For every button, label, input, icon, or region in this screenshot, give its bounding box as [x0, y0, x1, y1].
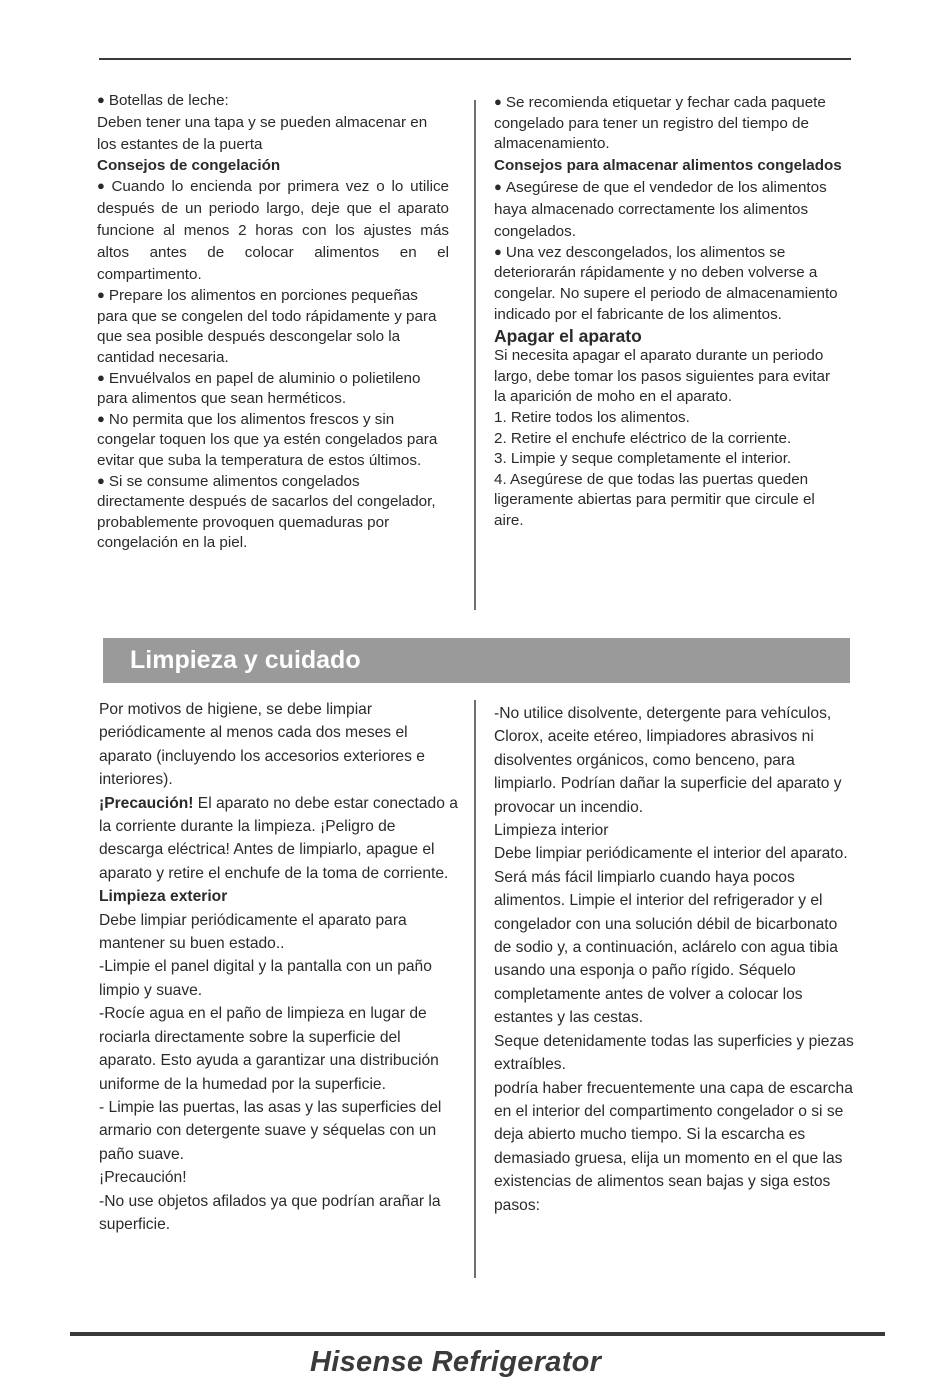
interior-text: Debe limpiar periódicamente el interior del aparato. Será más fácil limpiarlo cuando haya pocos alimentos. Limpie el interior del refrigerador y el congelador con una solución débil de bicarbonato de sodio y, a continuación, aclárelo con agua tibia usando una esponja o paño rígido. Séquelo completamente antes de volver a colocar los estantes y las cestas. — [494, 845, 848, 1027]
switch-off-intro: Si necesita apagar el aparato durante un periodo largo, debe tomar los pasos siguientes para evitar la aparición de moho en el aparato. — [494, 347, 831, 406]
freeze-tip-5: ● Si se consume alimentos congelados directamente después de sacarlos del congelador, probablemente provoquen quemaduras por congelación en la piel. — [97, 472, 449, 554]
freeze-tip-2: ● Prepare los alimentos en porciones pequeñas para que se congelen del todo rápidamente y para que sea posible después descongelar solo la cantidad necesaria. — [97, 286, 449, 368]
freeze-tip-1: ● Cuando lo encienda por primera vez o lo utilice después de un periodo largo, deje que el aparato funcione al menos 2 horas con los ajustes más altos antes de colocar alimentos en el compartimento. — [97, 176, 449, 286]
switch-off-step-3: 3. Limpie y seque completamente el interior. — [494, 450, 792, 468]
exterior-item-1: -Limpie el panel digital y la pantalla con un paño limpio y suave. — [99, 958, 432, 999]
milk-text: Deben tener una tapa y se pueden almacenar en los estantes de la puerta — [97, 113, 428, 153]
section-title: Limpieza y cuidado — [130, 646, 361, 674]
bottom-column-divider — [474, 700, 476, 1278]
brand-footer: Hisense Refrigerator — [310, 1346, 602, 1378]
exterior-intro: Debe limpiar periódicamente el aparato para mantener su buen estado.. — [99, 911, 407, 953]
top-divider — [99, 58, 851, 60]
caution-text: El aparato no debe estar conectado a la corriente durante la limpieza. ¡Peligro de descarga eléctrica! Antes de limpiarlo, apague el aparato y retire el enchufe de la toma de corriente. — [99, 794, 458, 882]
cleaning-exterior-column — [99, 698, 459, 1236]
cleaning-interior-column — [494, 702, 854, 1217]
freeze-tip-3: ● Envuélvalos en papel de aluminio o polietileno para alimentos que sean herméticos. — [97, 369, 449, 410]
caution-paragraph — [99, 792, 459, 886]
switch-off-heading: Apagar el aparato — [494, 326, 642, 347]
caution-label: ¡Precaución! — [99, 794, 194, 812]
exterior-item-4: ¡Precaución! — [99, 1169, 187, 1187]
milk-bullet: ● Botellas de leche: — [97, 91, 449, 112]
storage-tip-1: ● Asegúrese de que el vendedor de los alimentos haya almacenado correctamente los alimentos congelados. — [494, 177, 846, 243]
section-banner — [103, 638, 850, 683]
switch-off-step-2: 2. Retire el enchufe eléctrico de la corriente. — [494, 429, 792, 447]
storage-heading: Consejos para almacenar alimentos congelados — [494, 156, 842, 174]
switch-off-step-4: 4. Asegúrese de que todas las puertas queden ligeramente abiertas para permitir que circule el aire. — [494, 470, 815, 529]
no-solvents-text: -No utilice disolvente, detergente para vehículos, Clorox, aceite etéreo, limpiadores abrasivos ni disolventes orgánicos, como benceno, para limpiarlo. Podrían dañar la superficie del aparato y provocar un incendio. — [494, 705, 842, 816]
exterior-item-2: -Rocíe agua en el paño de limpieza en lugar de rociarla directamente sobre la superficie del aparato. Esto ayuda a garantizar una distribución uniforme de la humedad por la superficie. — [99, 1005, 439, 1093]
freeze-tips-heading: Consejos de congelación — [97, 156, 281, 174]
storage-tip-2: ● Una vez descongelados, los alimentos se deteriorarán rápidamente y no deben volverse a congelar. No supere el periodo de almacenamiento indicado por el fabricante de los alimentos. — [494, 243, 846, 325]
exterior-item-3: - Limpie las puertas, las asas y las superficies del armario con detergente suave y séquelas con un paño suave. — [99, 1098, 442, 1163]
label-bullet: ● Se recomienda etiquetar y fechar cada paquete congelado para tener un registro del tiempo de almacenamiento. — [494, 93, 846, 155]
top-column-divider — [474, 100, 476, 610]
frost-text: podría haber frecuentemente una capa de escarcha en el interior del compartimento congelador o si se deja abierto mucho tiempo. Si la escarcha es demasiado gruesa, elija un momento en el que las existencias de alimentos sean bajas y siga estos pasos: — [494, 1079, 853, 1214]
footer-divider — [70, 1332, 885, 1336]
cleaning-intro: Por motivos de higiene, se debe limpiar periódicamente al menos cada dos meses el aparato (incluyendo los accesorios exteriores e interiores). — [99, 701, 425, 789]
switch-off-step-1: 1. Retire todos los alimentos. — [494, 408, 690, 426]
exterior-heading: Limpieza exterior — [99, 888, 228, 906]
exterior-item-5: -No use objetos afilados ya que podrían arañar la superficie. — [99, 1192, 441, 1233]
interior-heading: Limpieza interior — [494, 822, 609, 840]
freezing-tips-column — [97, 91, 449, 554]
dry-text: Seque detenidamente todas las superficies y piezas extraíbles. — [494, 1032, 854, 1074]
storage-column — [494, 93, 846, 532]
freeze-tip-4: ● No permita que los alimentos frescos y sin congelar toquen los que ya estén congelados para evitar que suba la temperatura de estos últimos. — [97, 410, 449, 472]
